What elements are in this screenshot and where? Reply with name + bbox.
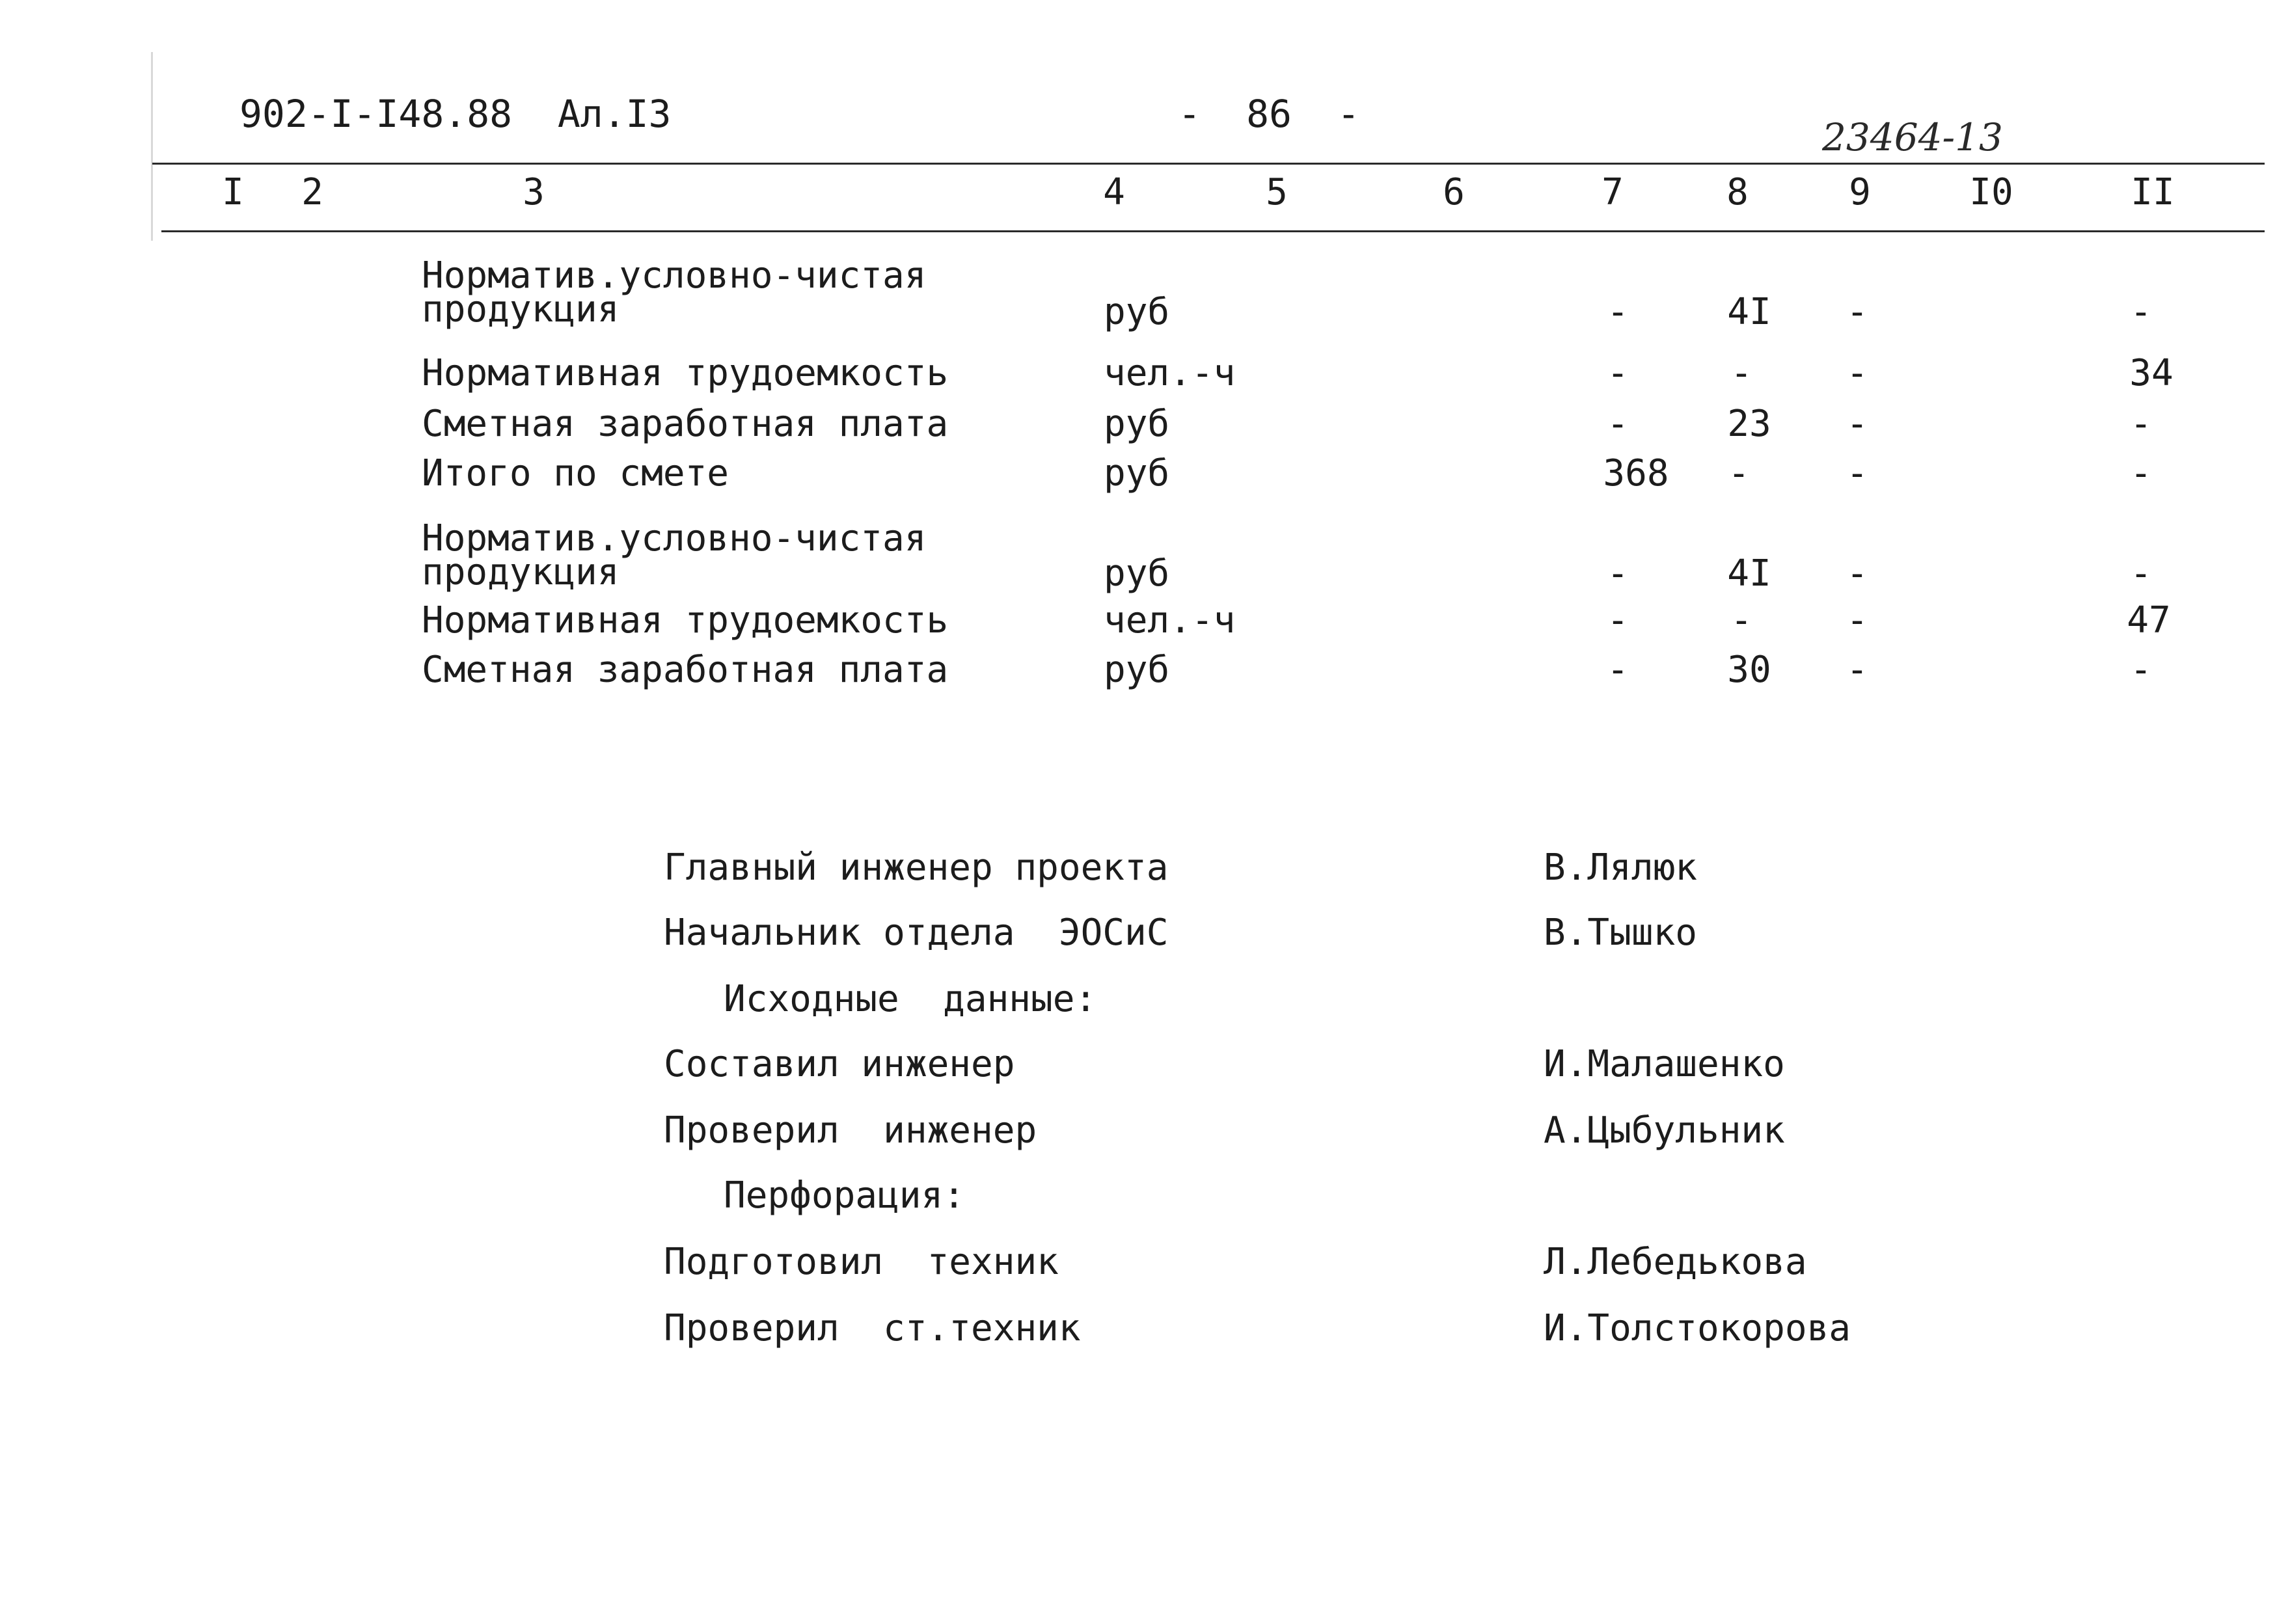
signature-role: Проверил инженер <box>664 1109 1037 1152</box>
row-unit: руб <box>1104 452 1170 494</box>
column-header: 6 <box>1443 171 1465 213</box>
column-header: II <box>2131 171 2175 213</box>
cell-col8: 4I <box>1727 291 1771 333</box>
row-name-line1: Норматив.условно-чистая <box>422 517 927 560</box>
signature-name: А.Цыбульник <box>1544 1109 1785 1152</box>
cell-col11: - <box>2130 403 2152 445</box>
cell-col8: 23 <box>1727 403 1771 445</box>
signature-role: Проверил ст.техник <box>664 1307 1081 1349</box>
signature-name: В.Тышко <box>1544 912 1698 954</box>
row-unit: руб <box>1104 552 1170 595</box>
row-name: Сметная заработная плата <box>422 649 949 691</box>
signature-role: Главный инженер проекта <box>664 846 1169 889</box>
cell-col8: - <box>1728 452 1750 494</box>
column-header: 2 <box>301 171 323 213</box>
section-heading-source-data: Исходные данные: <box>724 978 1097 1020</box>
column-header: I <box>222 171 244 213</box>
cell-col11: - <box>2130 291 2152 333</box>
cell-col11: - <box>2130 552 2152 595</box>
cell-col9: - <box>1846 649 1868 691</box>
header-rule-top <box>152 163 2265 165</box>
cell-col8: 30 <box>1727 649 1771 691</box>
cell-col7: - <box>1607 291 1629 333</box>
row-name-line1: Норматив.условно-чистая <box>422 254 927 297</box>
cell-col9: - <box>1846 452 1868 494</box>
signature-role: Начальник отдела ЭОСиС <box>664 912 1169 954</box>
section-heading-perforation: Перфорация: <box>724 1174 965 1217</box>
row-name: Нормативная трудоемкость <box>422 599 949 642</box>
column-header: 9 <box>1849 171 1871 213</box>
signature-name: Л.Лебедькова <box>1544 1241 1807 1283</box>
row-name-line2: продукция <box>422 288 620 331</box>
cell-col8: 4I <box>1727 552 1771 595</box>
cell-col9: - <box>1846 352 1868 394</box>
cell-col7: - <box>1607 649 1629 691</box>
cell-col11: - <box>2130 452 2152 494</box>
column-header: 3 <box>523 171 545 213</box>
row-unit: руб <box>1104 403 1170 445</box>
signature-name: И.Толстокорова <box>1544 1307 1851 1349</box>
row-unit: руб <box>1104 649 1170 691</box>
header-rule-bottom <box>161 230 2265 232</box>
page-frame-edge <box>151 52 153 241</box>
column-header: 7 <box>1602 171 1624 213</box>
cell-col9: - <box>1846 552 1868 595</box>
cell-col9: - <box>1846 599 1868 642</box>
cell-col7: 368 <box>1603 452 1669 494</box>
cell-col7: - <box>1607 352 1629 394</box>
row-unit: чел.-ч <box>1104 352 1236 394</box>
document-code: 902-I-I48.88 Ал.I3 <box>239 92 672 136</box>
cell-col11: 47 <box>2127 599 2171 642</box>
row-unit: чел.-ч <box>1104 599 1236 642</box>
signature-role: Подготовил техник <box>664 1241 1059 1283</box>
cell-col7: - <box>1607 599 1629 642</box>
page-number: - 86 - <box>1178 92 1360 136</box>
row-unit: руб <box>1104 291 1170 333</box>
column-header: 5 <box>1266 171 1288 213</box>
row-name-line2: продукция <box>422 551 620 593</box>
cell-col9: - <box>1846 403 1868 445</box>
archive-number: 23464-13 <box>1822 115 2003 159</box>
row-name: Сметная заработная плата <box>422 403 949 445</box>
cell-col11: - <box>2130 649 2152 691</box>
cell-col7: - <box>1607 403 1629 445</box>
cell-col8: - <box>1730 352 1752 394</box>
column-header: 4 <box>1103 171 1125 213</box>
row-name: Нормативная трудоемкость <box>422 352 949 394</box>
cell-col8: - <box>1730 599 1752 642</box>
signature-role: Составил инженер <box>664 1043 1015 1085</box>
column-header: I0 <box>1969 171 2013 213</box>
cell-col7: - <box>1607 552 1629 595</box>
cell-col11: 34 <box>2129 352 2174 394</box>
signature-name: И.Малашенко <box>1544 1043 1785 1085</box>
row-name: Итого по смете <box>422 452 729 494</box>
column-header: 8 <box>1726 171 1749 213</box>
signature-name: В.Лялюк <box>1544 846 1698 889</box>
cell-col9: - <box>1846 291 1868 333</box>
